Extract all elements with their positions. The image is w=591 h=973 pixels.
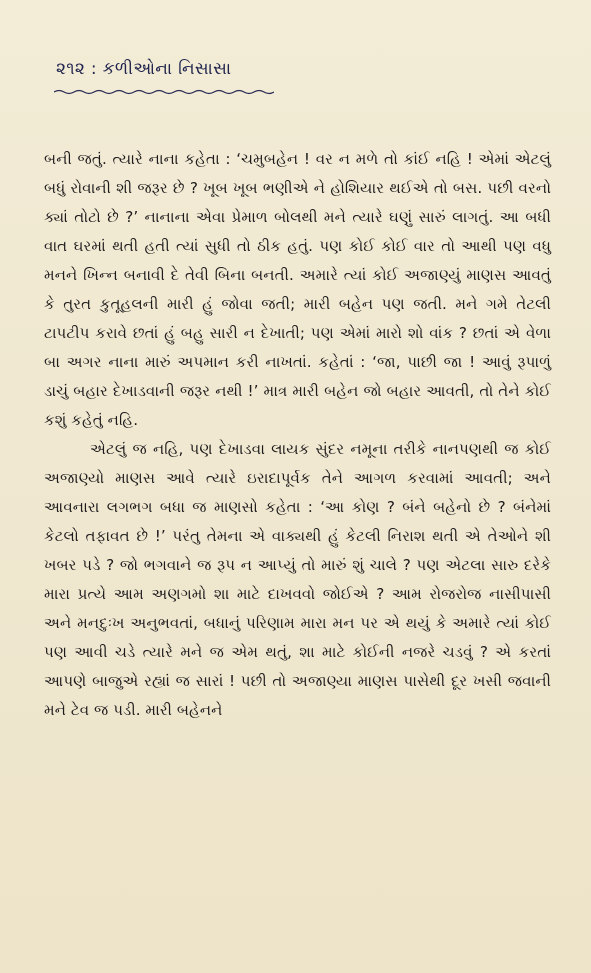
body-text xyxy=(44,145,551,725)
paragraph-1: બની જતું. ત્યારે નાના કહેતા : ‘ચમુબહેન ! વર ન મળે તો કાંઈ નહિ ! એમાં એટલું બધું રોવાની શી જરૂર છે ? ખૂબ ખૂબ ભણીએ ને હોશિયાર થઈએ તો બસ. પછી વરનો ક્યાં તોટો છે ?’ નાનાના એવા પ્રેમાળ બોલથી મને ત્યારે ઘણું સારું લાગતું. આ બધી વાત ઘરમાં થતી હતી ત્યાં સુધી તો ઠીક હતું. પણ કોઈ કોઈ વાર તો આથી પણ વધુ મનને ખિન્ન બનાવી દે તેવી બિના બનતી. અમારે ત્યાં કોઈ અજાણ્યું માણસ આવતું કે તુરત કુતૂહલની મારી હું જોવા જતી; મારી બહેન પણ જતી. મને ગમે તેટલી ટાપટીપ કરાવે છતાં હું બહુ સારી ન દેખાતી; પણ એમાં મારો શો વાંક ? છતાં એ વેળા બા અગર નાના મારું અપમાન કરી નાખતાં. કહેતાં : ‘જા, પાછી જા ! આવું રૂપાળું ડાચું બહાર દેખાડવાની જરૂર નથી !’ માત્ર મારી બહેન જો બહાર આવતી, તો તેને કોઈ કશું કહેતું નહિ. xyxy=(44,150,551,429)
running-head-wavy-rule xyxy=(54,89,274,95)
running-head: ૨૧૨ : કળીઓના નિસાસા xyxy=(56,59,232,79)
paragraph-2: એટલું જ નહિ, પણ દેખાડવા લાયક સુંદર નમૂના તરીકે નાનપણથી જ કોઈ અજાણ્યો માણસ આવે ત્યારે ઇરાદાપૂર્વક તેને આગળ કરવામાં આવતી; અને આવનારા લગભગ બધા જ માણસો કહેતા : ‘આ કોણ ? બંને બહેનો છે ? બંનેમાં કેટલો તફાવત છે !’ પરંતુ તેમના એ વાક્યથી હું કેટલી નિરાશ થતી એ તેઓને શી ખબર પડે ? જો ભગવાને જ રૂપ ન આપ્યું તો મારું શું ચાલે ? પણ એટલા સારુ દરેકે મારા પ્રત્યે આમ અણગમો શા માટે દાખવવો જોઈએ ? આમ રોજરોજ નાસીપાસી અને મનદુઃખ અનુભવતાં, બધાનું પરિણામ મારા મન પર એ થયું કે અમારે ત્યાં કોઈ પણ આવી ચડે ત્યારે મને જ એમ થતું, શા માટે કોઈની નજરે ચડવું ? એ કરતાં આપણે બાજુએ રહ્યાં જ સારાં ! પછી તો અજાણ્યા માણસ પાસેથી દૂર ખસી જવાની મને ટેવ જ પડી. મારી બહેનને xyxy=(44,440,551,719)
